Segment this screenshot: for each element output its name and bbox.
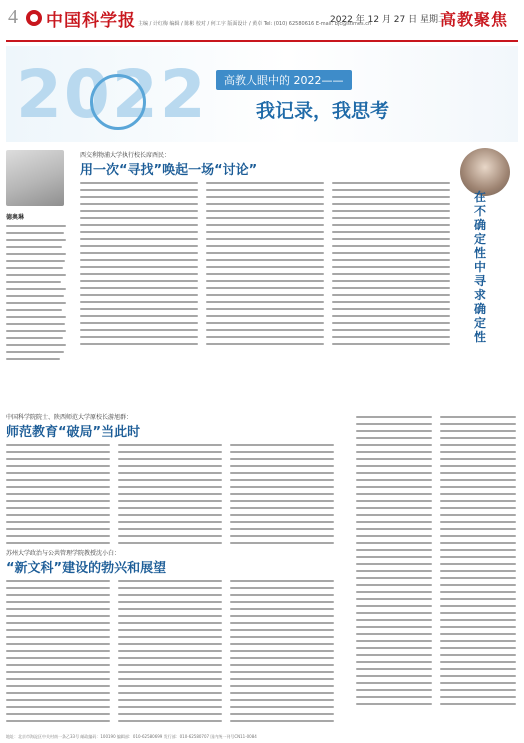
ring-decoration — [90, 74, 146, 130]
banner-subtitle: 高教人眼中的 2022—— — [216, 70, 352, 90]
portrait-photo — [6, 150, 64, 206]
issue-date: 2022 年 12 月 27 日 星期二 — [330, 15, 447, 25]
side-headline: 在不确定性中寻求确定性 — [474, 190, 487, 344]
portrait-name: 德奥琳 — [6, 214, 25, 221]
logo-icon — [26, 10, 42, 26]
article-3-kicker: 苏州大学政治与公共管理学院教授沈小白： — [6, 550, 121, 557]
article-2-kicker: 中国科学院院士、陕西师范大学原校长游旭群： — [6, 414, 133, 421]
page-footer: 地址：北京市海淀区中关村南一条乙33号 邮政编码：100190 编辑部：010-62580699 发行部：010-62580707 国内统一刊号CN11-0084 — [6, 734, 257, 739]
article-2-body — [6, 444, 346, 549]
left-column — [6, 150, 74, 400]
article-3 — [6, 548, 346, 727]
masthead — [6, 4, 518, 42]
editor-credits: 主编 / 计红梅 编辑 / 陈彬 校对 / 何工宇 版面设计 / 黄卓 Tel: (010) 62580616 E-mail: bjc@stimes.cn — [138, 21, 372, 27]
section-title: 高教聚焦 — [440, 10, 509, 29]
paper-name: 中国科学报 — [46, 11, 136, 31]
article-2 — [6, 412, 346, 549]
right-column-text — [356, 412, 518, 710]
article-3-headline: “新文科”建设的勃兴和展望 — [6, 561, 167, 576]
masthead-rule — [6, 40, 518, 42]
article-2-headline: 师范教育“破局”当此时 — [6, 425, 141, 440]
article-1-kicker: 西交利物浦大学执行校长席酉民： — [80, 152, 171, 159]
banner-headline: 我记录，我思考 — [256, 100, 390, 122]
article-3-body — [6, 580, 346, 727]
banner-year: 2022 — [16, 56, 208, 133]
feature-banner — [6, 46, 518, 142]
article-1 — [80, 150, 450, 350]
left-column-text — [6, 225, 74, 360]
side-portrait — [460, 148, 510, 196]
page-number: 4 — [8, 6, 18, 28]
article-1-body — [80, 182, 450, 350]
article-1-headline: 用一次“寻找”唤起一场“讨论” — [80, 163, 258, 178]
